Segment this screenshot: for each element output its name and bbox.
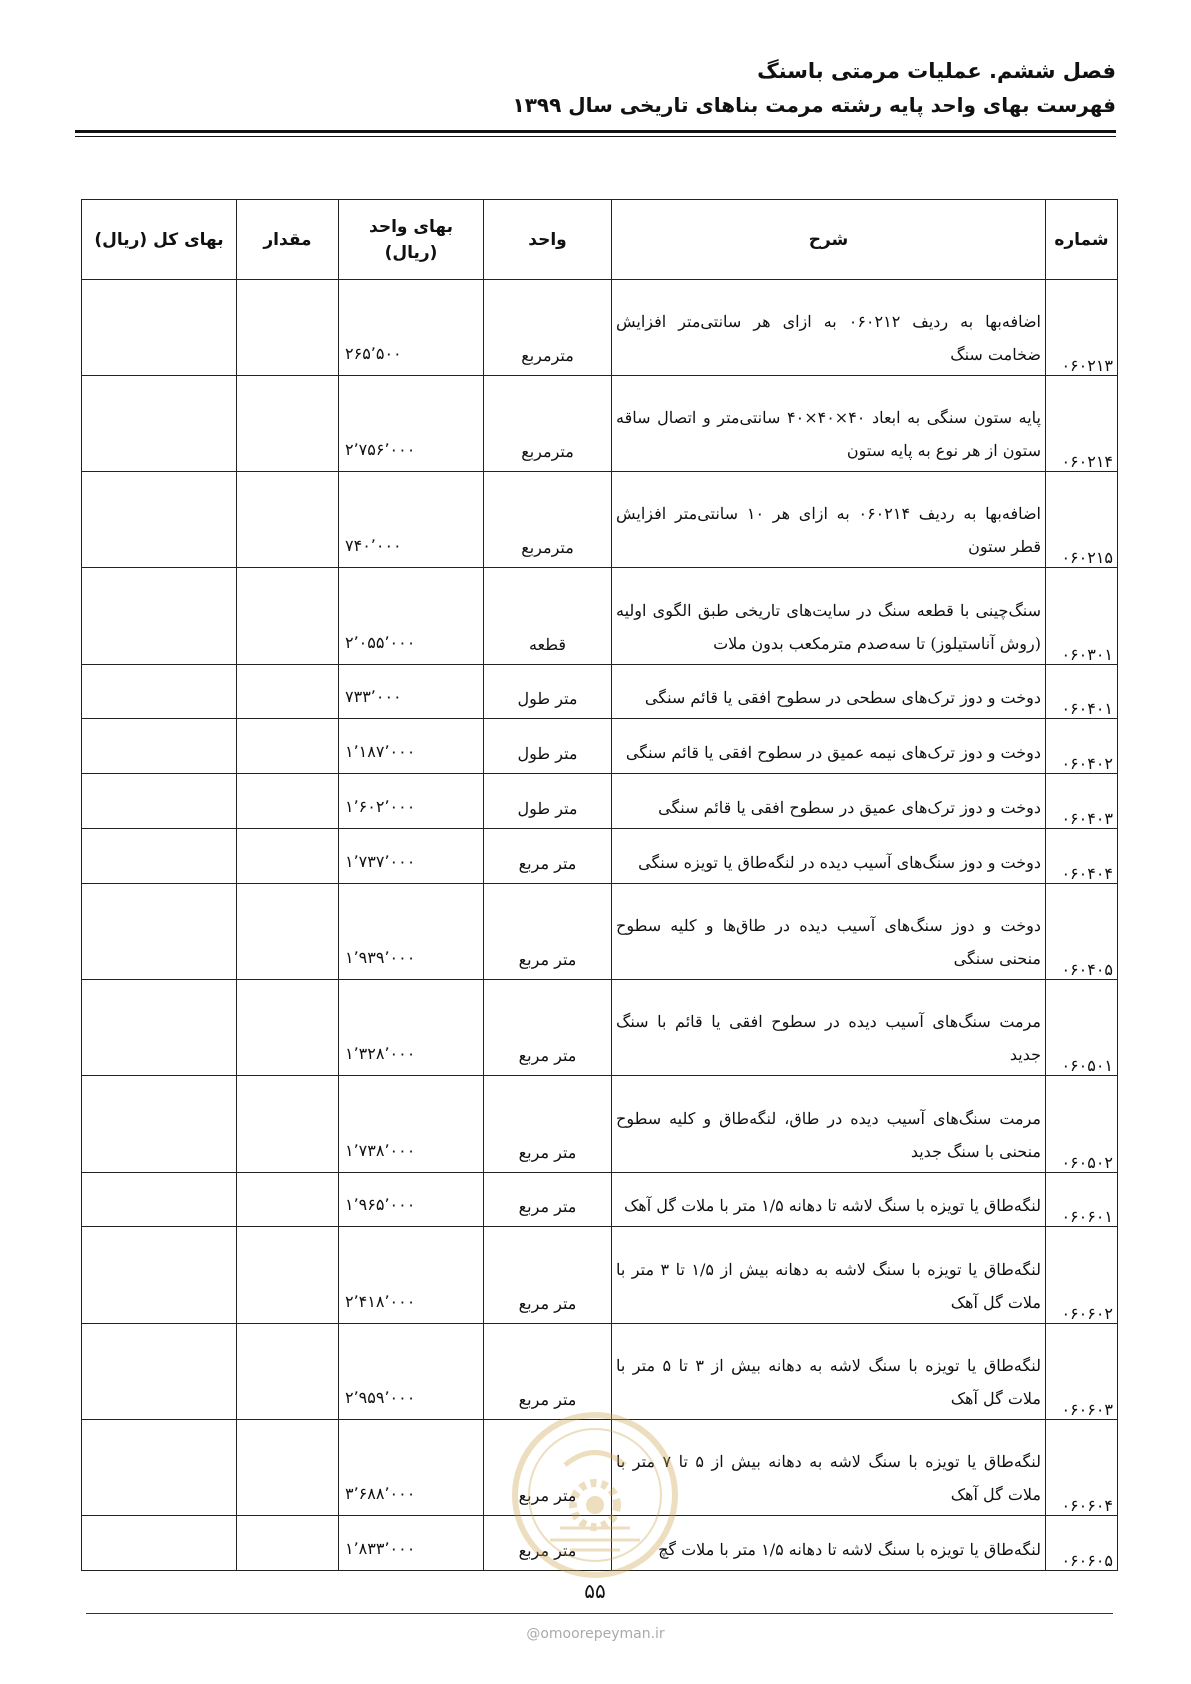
row-number: ۰۶۰۴۰۲: [1046, 719, 1118, 774]
table-row: [82, 280, 1118, 376]
row-unit: متر مربع: [484, 980, 612, 1076]
row-unit: متر طول: [484, 774, 612, 829]
table-row: [82, 829, 1118, 884]
row-number: ۰۶۰۵۰۱: [1046, 980, 1118, 1076]
row-description: لنگه‌طاق یا تویزه با سنگ لاشه تا دهانه ۱/۵ متر با ملات گل آهک: [612, 1172, 1046, 1227]
row-number: ۰۶۰۶۰۵: [1046, 1515, 1118, 1570]
row-unit-price: ۳٬۶۸۸٬۰۰۰: [339, 1419, 484, 1515]
column-header-description: شرح: [612, 200, 1046, 280]
row-total: [82, 1172, 237, 1227]
row-number: ۰۶۰۶۰۴: [1046, 1419, 1118, 1515]
row-description: پایه ستون سنگی به ابعاد ۴۰×۴۰×۴۰ سانتی‌متر و اتصال ساقه ستون از هر نوع به پایه ستون: [612, 376, 1046, 472]
row-number: ۰۶۰۴۰۳: [1046, 774, 1118, 829]
row-unit-price: ۷۳۳٬۰۰۰: [339, 664, 484, 719]
row-total: [82, 774, 237, 829]
row-unit-price: ۱٬۷۳۷٬۰۰۰: [339, 829, 484, 884]
row-quantity: [237, 1515, 339, 1570]
header-rule-thick: [75, 130, 1116, 133]
row-description: مرمت سنگ‌های آسیب دیده در طاق، لنگه‌طاق و کلیه سطوح منحنی با سنگ جدید: [612, 1076, 1046, 1172]
row-total: [82, 1227, 237, 1323]
row-total: [82, 1419, 237, 1515]
row-unit: متر مربع: [484, 1076, 612, 1172]
table-header-row: [82, 200, 1118, 280]
row-unit: متر مربع: [484, 1227, 612, 1323]
row-quantity: [237, 472, 339, 568]
footer-rule: [86, 1613, 1113, 1614]
row-total: [82, 280, 237, 376]
row-description: لنگه‌طاق یا تویزه با سنگ لاشه به دهانه بیش از ۳ تا ۵ متر با ملات گل آهک: [612, 1323, 1046, 1419]
row-unit: متر مربع: [484, 1172, 612, 1227]
table-row: [82, 884, 1118, 980]
row-number: ۰۶۰۴۰۵: [1046, 884, 1118, 980]
row-unit-price: ۲۶۵٬۵۰۰: [339, 280, 484, 376]
row-number: ۰۶۰۲۱۴: [1046, 376, 1118, 472]
row-total: [82, 884, 237, 980]
column-header-total: بهای کل (ریال): [82, 200, 237, 280]
table-row: [82, 774, 1118, 829]
row-total: [82, 568, 237, 664]
row-unit: مترمربع: [484, 280, 612, 376]
row-total: [82, 829, 237, 884]
column-header-number: شماره: [1046, 200, 1118, 280]
row-total: [82, 664, 237, 719]
table-row: [82, 568, 1118, 664]
row-unit-price: ۱٬۱۸۷٬۰۰۰: [339, 719, 484, 774]
column-header-unit-price: [339, 200, 484, 280]
row-number: ۰۶۰۶۰۳: [1046, 1323, 1118, 1419]
row-total: [82, 1076, 237, 1172]
row-quantity: [237, 980, 339, 1076]
row-unit: متر مربع: [484, 884, 612, 980]
row-number: ۰۶۰۲۱۵: [1046, 472, 1118, 568]
row-unit: متر طول: [484, 664, 612, 719]
row-unit-price: ۲٬۴۱۸٬۰۰۰: [339, 1227, 484, 1323]
row-quantity: [237, 1419, 339, 1515]
row-quantity: [237, 774, 339, 829]
table-row: [82, 1323, 1118, 1419]
row-number: ۰۶۰۲۱۳: [1046, 280, 1118, 376]
row-description: اضافه‌بها به ردیف ۰۶۰۲۱۴ به ازای هر ۱۰ سانتی‌متر افزایش قطر ستون: [612, 472, 1046, 568]
table-row: [82, 472, 1118, 568]
table-row: [82, 376, 1118, 472]
row-unit-price: ۱٬۸۳۳٬۰۰۰: [339, 1515, 484, 1570]
unit-price-currency: (ریال): [384, 242, 438, 263]
row-unit: متر مربع: [484, 1323, 612, 1419]
website-watermark: @omoorepeyman.ir: [526, 1626, 665, 1642]
table-row: [82, 980, 1118, 1076]
row-quantity: [237, 376, 339, 472]
row-quantity: [237, 1227, 339, 1323]
row-total: [82, 376, 237, 472]
row-total: [82, 980, 237, 1076]
row-quantity: [237, 1323, 339, 1419]
column-header-quantity: مقدار: [237, 200, 339, 280]
table-row: [82, 1227, 1118, 1323]
row-description: مرمت سنگ‌های آسیب دیده در سطوح افقی یا قائم با سنگ جدید: [612, 980, 1046, 1076]
row-unit: قطعه: [484, 568, 612, 664]
row-unit: مترمربع: [484, 472, 612, 568]
row-description: لنگه‌طاق یا تویزه با سنگ لاشه به دهانه بیش از ۵ تا ۷ متر با ملات گل آهک: [612, 1419, 1046, 1515]
row-unit-price: ۱٬۹۳۹٬۰۰۰: [339, 884, 484, 980]
row-unit: متر مربع: [484, 1419, 612, 1515]
row-total: [82, 1515, 237, 1570]
row-total: [82, 1323, 237, 1419]
row-quantity: [237, 664, 339, 719]
row-description: دوخت و دوز ترک‌های عمیق در سطوح افقی یا قائم سنگی: [612, 774, 1046, 829]
page-header: [75, 56, 1116, 120]
header-rule-thin: [75, 136, 1116, 137]
row-unit-price: ۲٬۰۵۵٬۰۰۰: [339, 568, 484, 664]
row-unit-price: ۱٬۳۲۸٬۰۰۰: [339, 980, 484, 1076]
row-number: ۰۶۰۵۰۲: [1046, 1076, 1118, 1172]
table-row: [82, 1419, 1118, 1515]
page-number: ۵۵: [584, 1579, 606, 1603]
row-unit-price: ۱٬۶۰۲٬۰۰۰: [339, 774, 484, 829]
row-unit-price: ۱٬۷۳۸٬۰۰۰: [339, 1076, 484, 1172]
row-unit: متر مربع: [484, 829, 612, 884]
table-row: [82, 1515, 1118, 1570]
row-description: سنگ‌چینی با قطعه سنگ در سایت‌های تاریخی طبق الگوی اولیه (روش آناستیلوز) تا سه‌صدم مترمکعب بدون ملات: [612, 568, 1046, 664]
row-quantity: [237, 1076, 339, 1172]
row-description: دوخت و دوز سنگ‌های آسیب دیده در لنگه‌طاق یا تویزه سنگی: [612, 829, 1046, 884]
row-total: [82, 472, 237, 568]
unit-price-label: بهای واحد: [369, 216, 453, 237]
row-description: لنگه‌طاق یا تویزه با سنگ لاشه به دهانه بیش از ۱/۵ تا ۳ متر با ملات گل آهک: [612, 1227, 1046, 1323]
table-row: [82, 719, 1118, 774]
document-subtitle: فهرست بهای واحد پایه رشته مرمت بناهای تاریخی سال ۱۳۹۹: [512, 93, 1116, 117]
row-quantity: [237, 568, 339, 664]
row-quantity: [237, 829, 339, 884]
row-quantity: [237, 1172, 339, 1227]
row-description: لنگه‌طاق یا تویزه با سنگ لاشه تا دهانه ۱/۵ متر با ملات گچ: [612, 1515, 1046, 1570]
row-unit: متر طول: [484, 719, 612, 774]
row-number: ۰۶۰۶۰۲: [1046, 1227, 1118, 1323]
row-unit-price: ۷۴۰٬۰۰۰: [339, 472, 484, 568]
row-unit-price: ۲٬۷۵۶٬۰۰۰: [339, 376, 484, 472]
row-quantity: [237, 719, 339, 774]
table-row: [82, 1172, 1118, 1227]
row-number: ۰۶۰۳۰۱: [1046, 568, 1118, 664]
row-quantity: [237, 884, 339, 980]
row-unit-price: ۲٬۹۵۹٬۰۰۰: [339, 1323, 484, 1419]
row-description: دوخت و دوز ترک‌های نیمه عمیق در سطوح افقی یا قائم سنگی: [612, 719, 1046, 774]
row-number: ۰۶۰۶۰۱: [1046, 1172, 1118, 1227]
row-unit-price: ۱٬۹۶۵٬۰۰۰: [339, 1172, 484, 1227]
row-number: ۰۶۰۴۰۴: [1046, 829, 1118, 884]
row-unit: متر مربع: [484, 1515, 612, 1570]
row-unit: مترمربع: [484, 376, 612, 472]
row-description: دوخت و دوز سنگ‌های آسیب دیده در طاق‌ها و کلیه سطوح منحنی سنگی: [612, 884, 1046, 980]
chapter-title: فصل ششم. عملیات مرمتی باسنگ: [757, 59, 1116, 83]
row-quantity: [237, 280, 339, 376]
row-total: [82, 719, 237, 774]
table-row: [82, 664, 1118, 719]
row-description: دوخت و دوز ترک‌های سطحی در سطوح افقی یا قائم سنگی: [612, 664, 1046, 719]
row-number: ۰۶۰۴۰۱: [1046, 664, 1118, 719]
table-row: [82, 1076, 1118, 1172]
price-list-table: [81, 199, 1118, 1571]
row-description: اضافه‌بها به ردیف ۰۶۰۲۱۲ به ازای هر سانتی‌متر افزایش ضخامت سنگ: [612, 280, 1046, 376]
column-header-unit: واحد: [484, 200, 612, 280]
